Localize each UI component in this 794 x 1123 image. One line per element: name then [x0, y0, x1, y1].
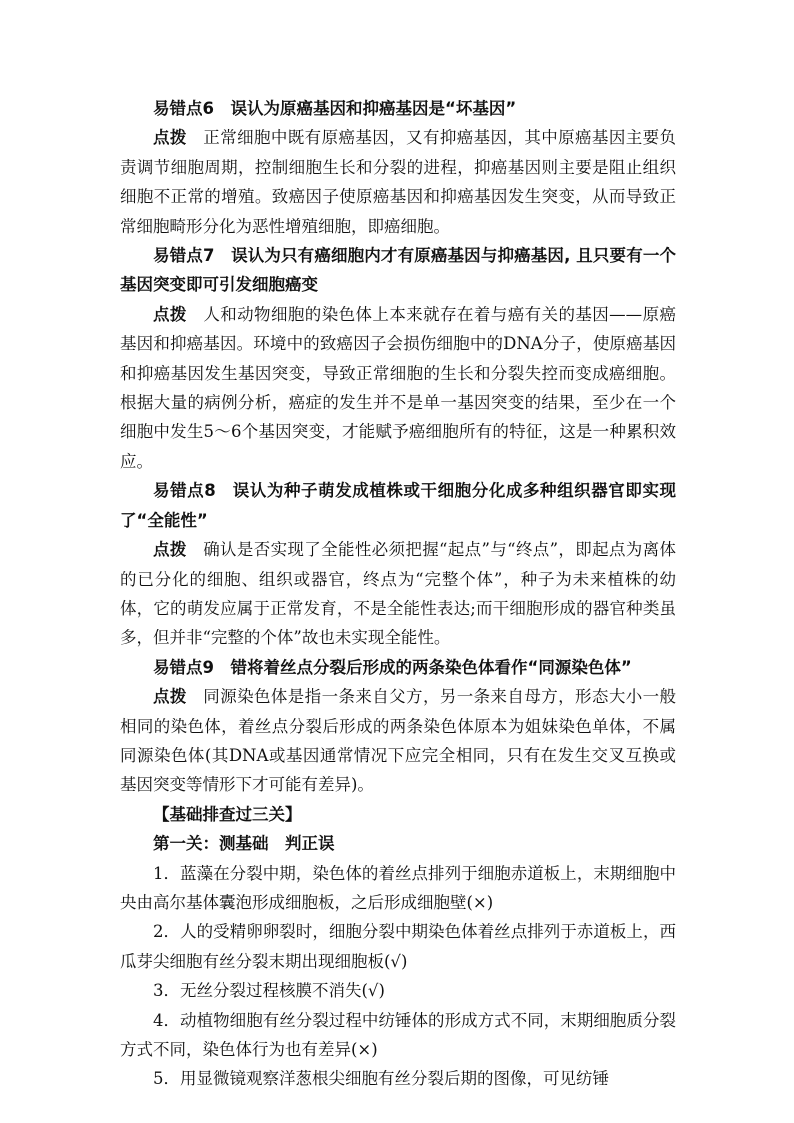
document-page [120, 94, 676, 1094]
hint-label: 点拨 [153, 687, 187, 707]
hint-text: 正常细胞中既有原癌基因，又有抑癌基因，其中原癌基因主要负责调节细胞周期，控制细胞生长和分裂的进程，抑癌基因则主要是阻止组织细胞不正常的增殖。致癌因子使原癌基因和抑癌基因发生突变，从而导致正常细胞畸形分化为恶性增殖细胞，即癌细胞。 [120, 128, 677, 236]
hint-text: 确认是否实现了全能性必须把握“起点”与“终点”，即起点为离体的已分化的细胞、组织或器官，终点为“完整个体”，种子为未来植株的幼体，它的萌发应属于正常发育，不是全能性表达;而干细胞形成的器官种类虽多，但并非“完整的个体”故也未实现全能性。 [120, 540, 677, 648]
hint-text: 人和动物细胞的染色体上本来就存在着与癌有关的基因——原癌基因和抑癌基因。环境中的致癌因子会损伤细胞中的DNA分子，使原癌基因和抑癌基因发生基因突变，导致正常细胞的生长和分裂失控而变成癌细胞。根据大量的病例分析，癌症的发生并不是单一基因突变的结果，至少在一个细胞中发生5～6个基因突变，才能赋予癌细胞所有的特征，这是一种累积效应。 [120, 304, 677, 471]
error-point-title: 误认为原癌基因和抑癌基因是“坏基因” [230, 99, 517, 118]
judge-item-2: 2．人的受精卵卵裂时，细胞分裂中期染色体着丝点排列于赤道板上，西瓜芽尖细胞有丝分裂末期出现细胞板(√) [120, 922, 676, 971]
error-point-9-title [120, 653, 676, 682]
level-name: 第一关：测基础 [153, 834, 269, 854]
error-point-7-title [120, 241, 676, 300]
hint-label: 点拨 [153, 304, 187, 324]
error-point-6-title [120, 94, 676, 123]
error-point-9-hint [120, 682, 676, 800]
level-title [120, 829, 676, 858]
error-point-title: 错将着丝点分裂后形成的两条染色体看作“同源染色体” [230, 657, 632, 677]
judge-item-3: 3．无丝分裂过程核膜不消失(√) [153, 981, 385, 1001]
judge-item-4: 4．动植物细胞有丝分裂过程中纺锤体的形成方式不同，末期细胞质分裂方式不同，染色体行为也有差异(×) [120, 1010, 676, 1059]
judge-item-5: 5．用显微镜观察洋葱根尖细胞有丝分裂后期的图像，可见纺锤 [153, 1069, 609, 1089]
error-point-8-hint [120, 535, 676, 653]
judge-item-1: 1．蓝藻在分裂中期，染色体的着丝点排列于细胞赤道板上，末期细胞中央由高尔基体囊泡形成细胞板，之后形成细胞壁(×) [120, 863, 676, 912]
error-point-label: 易错点9 [153, 657, 214, 677]
hint-text: 同源染色体是指一条来自父方，另一条来自母方，形态大小一般相同的染色体，着丝点分裂后形成的两条染色体原本为姐妹染色单体，不属同源染色体(其DNA或基因通常情况下应完全相同，只有在发生交叉互换或基因突变等情形下才可能有差异)。 [120, 687, 677, 795]
error-point-label: 易错点7 [153, 246, 215, 266]
error-point-7-hint [120, 300, 676, 476]
level-task: 判正误 [285, 834, 335, 854]
error-point-8-title [120, 476, 676, 535]
error-point-title: 误认为只有癌细胞内才有原癌基因与抑癌基因, 且只要有一个基因突变即可引发细胞癌变 [120, 246, 676, 295]
hint-label: 点拨 [153, 540, 187, 560]
hint-label: 点拨 [153, 128, 187, 148]
section-title: 【基础排查过三关】 [153, 804, 302, 824]
error-point-6-hint [120, 123, 676, 241]
error-point-label: 易错点8 [153, 481, 216, 501]
error-point-title: 误认为种子萌发成植株或干细胞分化成多种组织器官即实现了“全能性” [120, 481, 677, 530]
error-point-label: 易错点6 [153, 99, 214, 118]
